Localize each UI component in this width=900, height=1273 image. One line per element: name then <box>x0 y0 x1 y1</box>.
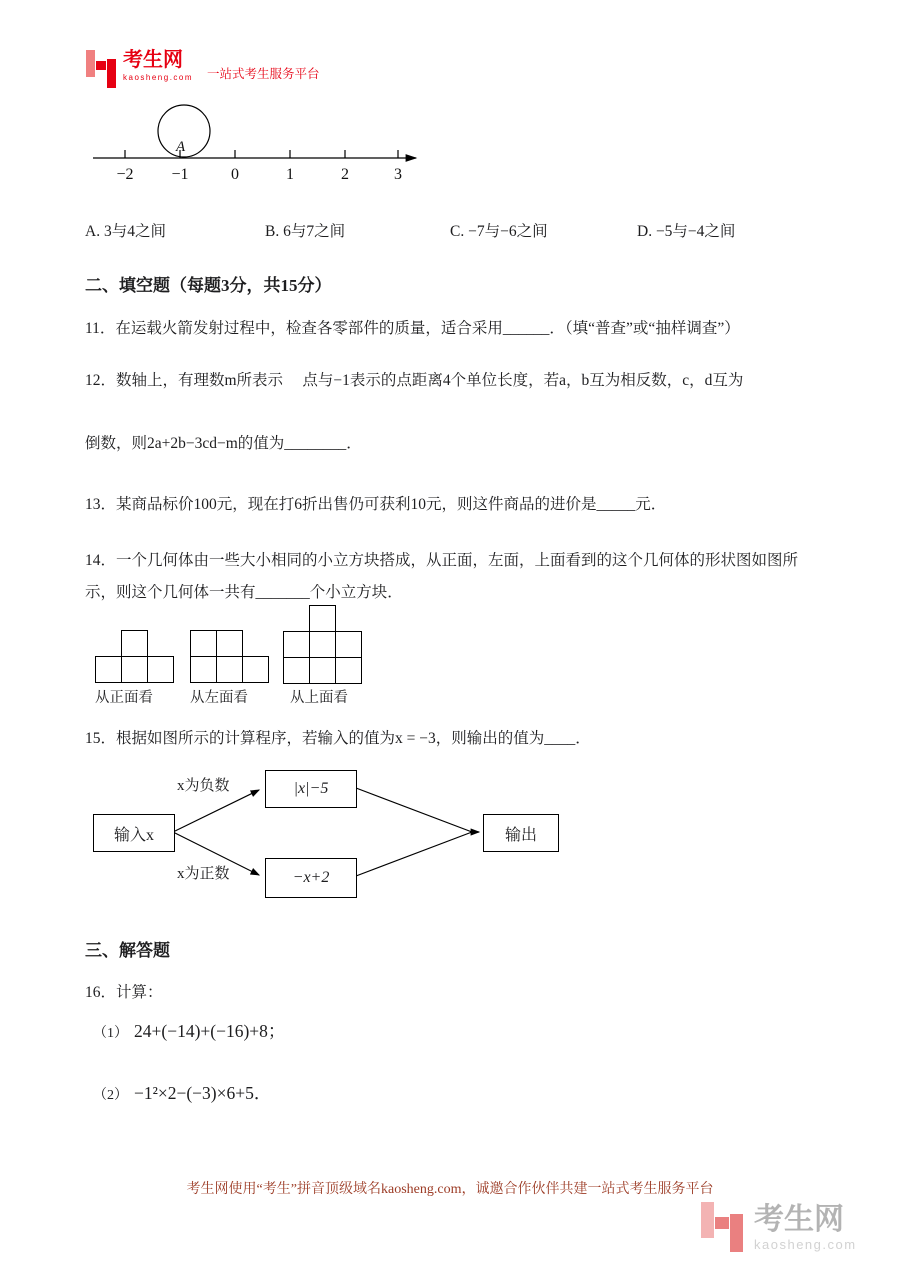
q11-text: 11．在运载火箭发射过程中，检查各零部件的质量，适合采用______．（填“普查”或“抽样调查”） <box>85 320 740 337</box>
flowchart-positive-box <box>265 858 357 898</box>
flowchart-output-box <box>483 814 559 852</box>
q12-line1: 12．数轴上，有理数m所表示 点与−1表示的点距离4个单位长度，若a，b互为相反数，c，d互为 <box>85 372 744 389</box>
flowchart-negative-box <box>265 770 357 808</box>
flowchart-negative-label: x为负数 <box>177 778 230 794</box>
footer-text: 考生网使用“考生”拼音顶级域名kaosheng.com，诚邀合作伙伴共建一站式考生服务平台 <box>186 1182 714 1197</box>
cube-cell <box>216 656 243 683</box>
cube-cell <box>95 656 122 683</box>
left-view-label: 从左面看 <box>190 690 248 706</box>
flowchart-input-box <box>93 814 175 852</box>
tick-label: −2 <box>116 166 134 183</box>
q16-part1-formula: 24+(−14)+(−16)+8； <box>134 1021 286 1041</box>
cube-cell <box>190 630 217 657</box>
kaosheng-icon <box>85 50 117 90</box>
q16-part2 <box>93 1080 271 1105</box>
number-line-figure <box>88 96 448 186</box>
option-d: D. −5与−4之间 <box>637 223 736 240</box>
flowchart-positive-label: x为正数 <box>177 866 230 882</box>
cube-cell <box>309 631 336 658</box>
flowchart-figure <box>85 762 605 907</box>
q14-line2: 示，则这个几何体一共有_______个小立方块． <box>85 584 403 601</box>
cube-cell <box>147 656 174 683</box>
cube-cell <box>216 630 243 657</box>
tick-label: 3 <box>394 166 402 183</box>
section-solve-title: 三、解答题 <box>85 941 170 960</box>
watermark-domain: kaosheng.com <box>754 1237 857 1253</box>
q16-title: 16．计算： <box>85 984 163 1001</box>
q16-part1 <box>93 1018 285 1043</box>
option-b: B. 6与7之间 <box>265 223 346 240</box>
option-c: C. −7与−6之间 <box>450 223 548 240</box>
q16-part2-number: （2） <box>93 1088 128 1103</box>
flowchart-negative-expr: |x|−5 <box>293 780 329 797</box>
flowchart-input-label: 输入x <box>113 826 154 844</box>
kaosheng-logo <box>85 50 320 90</box>
cube-cell <box>283 657 310 684</box>
logo-name: 考生网 <box>123 49 183 71</box>
tick-label: 1 <box>286 166 294 183</box>
cube-cell <box>283 631 310 658</box>
cube-view-figures <box>85 602 425 707</box>
option-a: A. 3与4之间 <box>85 223 166 240</box>
q15-text: 15．根据如图所示的计算程序，若输入的值为x = −3，则输出的值为____． <box>85 730 591 747</box>
tick-label: 0 <box>231 166 239 183</box>
tick-label: 2 <box>341 166 349 183</box>
watermark-name: 考生网 <box>754 1202 844 1236</box>
cube-cell <box>190 656 217 683</box>
flowchart-positive-expr: −x+2 <box>292 869 330 886</box>
cube-cell <box>335 657 362 684</box>
cube-cell <box>121 630 148 657</box>
q14-line1: 14．一个几何体由一些大小相同的小立方块搭成，从正面，左面，上面看到的这个几何体的形状图如图所 <box>85 552 799 569</box>
logo-domain: kaosheng.com <box>123 73 194 82</box>
watermark-logo <box>700 1202 857 1254</box>
logo-tagline: 一站式考生服务平台 <box>207 67 320 81</box>
q16-part1-number: （1） <box>93 1026 128 1041</box>
watermark-icon <box>700 1202 744 1254</box>
point-label: A <box>176 139 186 155</box>
q12-line2: 倒数，则2a+2b−3cd−m的值为________． <box>85 435 362 452</box>
cube-cell <box>121 656 148 683</box>
tick-label: −1 <box>171 166 189 183</box>
q16-part2-formula: −1²×2−(−3)×6+5． <box>134 1083 272 1103</box>
q13-text: 13．某商品标价100元，现在打6折出售仍可获利10元，则这件商品的进价是_____元． <box>85 496 667 513</box>
cube-cell <box>335 631 362 658</box>
section-fill-title: 二、填空题（每题3分，共15分） <box>85 276 332 295</box>
cube-cell <box>309 605 336 632</box>
flowchart-output-label: 输出 <box>504 826 537 844</box>
top-view-label: 从上面看 <box>290 690 348 706</box>
cube-cell <box>309 657 336 684</box>
cube-cell <box>242 656 269 683</box>
front-view-label: 从正面看 <box>95 690 153 706</box>
